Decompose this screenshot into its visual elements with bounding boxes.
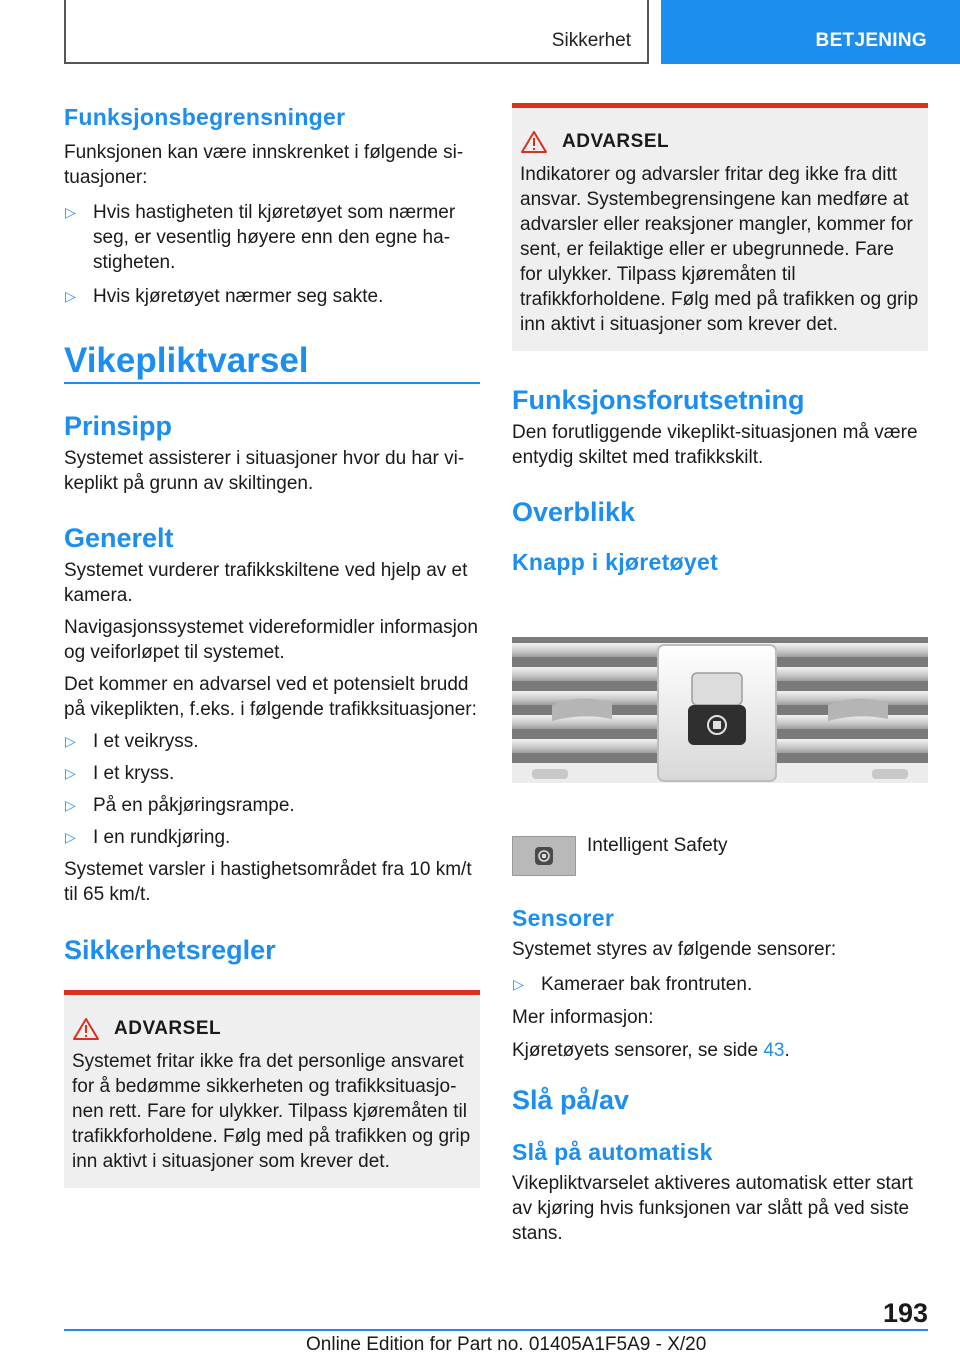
general-heading: Generelt	[64, 523, 174, 553]
safety-symbol-icon	[532, 844, 556, 868]
reference-end: .	[784, 1040, 790, 1061]
bullet-triangle-icon: ▷	[65, 829, 76, 845]
bullet-triangle-icon: ▷	[513, 976, 524, 992]
overview-section	[512, 496, 928, 576]
list-item	[64, 825, 480, 850]
intelligent-safety-button-icon	[512, 836, 576, 876]
footer-edition-text: Online Edition for Part no. 01405A1F5A9 - X/20	[306, 1334, 707, 1355]
header-chapter-tab	[661, 0, 960, 64]
header-section-box	[64, 0, 649, 64]
general-p1: Systemet vurderer trafikkskiltene ved hjelp av et kamera.	[64, 560, 468, 606]
intelligent-safety-label: Intelligent Safety	[587, 835, 728, 856]
func-limits-section	[64, 103, 480, 309]
principle-text: Systemet assisterer i situasjoner hvor du har vikeplikt på grunn av skiltingen.	[64, 448, 465, 494]
sensors-section	[512, 904, 928, 1063]
bullet-triangle-icon: ▷	[65, 765, 76, 781]
header-section-title: Sikkerhet	[551, 30, 631, 51]
onoff-text: Vikepliktvarselet aktiveres automatisk etter start av kjøring hvis funksjonen var slått på ved siste stans.	[512, 1173, 913, 1244]
warning-box	[512, 103, 928, 351]
principle-heading: Prinsipp	[64, 411, 173, 441]
general-p2: Navigasjonssystemet videreformidler informasjon og veiforløpet til systemet.	[64, 617, 478, 663]
header-chapter-label: BETJENING	[815, 30, 927, 51]
warning-title: ADVARSEL	[114, 1018, 222, 1039]
page-number: 193	[882, 1298, 928, 1328]
list-item	[64, 761, 480, 786]
general-p3: Det kommer en advarsel ved et potensielt brudd på vikeplikten, f.eks. i følgende trafikksituasjoner:	[64, 674, 477, 720]
overview-subheading: Knapp i kjøretøyet	[512, 549, 719, 575]
heading-rule	[64, 382, 480, 384]
sensors-heading: Sensorer	[512, 905, 615, 931]
prereq-text: Den forutliggende vikeplikt-situasjonen må være entydig skiltet med trafikkskilt.	[512, 422, 918, 468]
func-limits-intro: Funksjonen kan være innskrenket i følgende situasjoner:	[64, 142, 464, 188]
list-item	[64, 284, 480, 309]
warning-text: Systemet fritar ikke fra det personlige ansvaret for å bedømme sikkerheten og trafikksituasjonen rett. Fare for ulykker. Tilpass kjøremåten til trafikkforholdene. Følg med på trafikken og grip inn aktivt i situasjoner som krever det.	[72, 1051, 471, 1172]
func-limits-heading: Funksjonsbegrensninger	[64, 104, 346, 130]
safety-section	[64, 934, 480, 1188]
vehicle-button-photo	[512, 595, 928, 815]
list-item	[512, 972, 928, 997]
dashboard-vent-image	[512, 595, 928, 815]
list-item	[64, 729, 480, 754]
page-reference-link[interactable]: 43	[763, 1040, 785, 1061]
general-section	[64, 522, 480, 907]
prereq-section	[512, 384, 928, 470]
bullet-triangle-icon: ▷	[65, 288, 76, 304]
reference-text: Kjøretøyets sensorer, se side	[512, 1040, 764, 1061]
sensors-more-info: Mer informasjon:	[512, 1007, 654, 1028]
overview-heading: Overblikk	[512, 497, 636, 527]
list-item-text: På en påkjøringsrampe.	[93, 795, 295, 816]
warning-text: Indikatorer og advarsler fritar deg ikke fra ditt ansvar. Systembegrensingene kan medføre at advarsler eller reaksjoner mangler, kommer for sent, er feilaktige eller er ubegrunnede. Fare for ulykker. Tilpass kjøremåten til trafikkforholdene. Følg med på trafikken og grip inn aktivt i situasjoner som krever det.	[520, 164, 919, 335]
warning-title-row	[72, 1017, 472, 1041]
list-item	[64, 200, 480, 275]
warning-title-row	[520, 130, 920, 154]
list-item-text: I en rundkjøring.	[93, 827, 231, 848]
button-legend-row	[512, 836, 928, 876]
list-item-text: Hvis kjøretøyet nærmer seg sakte.	[93, 286, 384, 307]
onoff-subheading: Slå på automatisk	[512, 1139, 713, 1165]
top-warning-section	[512, 103, 928, 351]
warning-triangle-icon	[520, 130, 548, 154]
bullet-triangle-icon: ▷	[65, 733, 76, 749]
principle-section	[64, 410, 480, 496]
general-p4: Systemet varsler i hastighetsområdet fra 10 km/t til 65 km/t.	[64, 859, 472, 905]
list-item	[64, 793, 480, 818]
onoff-section	[512, 1084, 928, 1246]
list-item-text: I et veikryss.	[93, 731, 199, 752]
bullet-triangle-icon: ▷	[65, 797, 76, 813]
warning-box	[64, 990, 480, 1188]
warning-title: ADVARSEL	[562, 131, 670, 152]
safety-heading: Sikkerhetsregler	[64, 935, 276, 965]
legend-item	[512, 836, 928, 876]
footer-rule	[64, 1329, 928, 1331]
prereq-heading: Funksjonsforutsetning	[512, 385, 805, 415]
onoff-heading: Slå på/av	[512, 1085, 630, 1115]
list-item-text: Hvis hastigheten til kjøretøyet som nærmer seg, er vesentlig høyere enn den egne hastigheten.	[93, 202, 456, 273]
warning-triangle-icon	[72, 1017, 100, 1041]
vehicle-button-photo-block	[512, 595, 928, 815]
list-item-text: I et kryss.	[93, 763, 175, 784]
sensors-intro: Systemet styres av følgende sensorer:	[512, 939, 837, 960]
bullet-triangle-icon: ▷	[65, 204, 76, 220]
main-heading: Vikepliktvarsel	[64, 341, 309, 380]
sensors-reference	[512, 1038, 928, 1063]
main-heading-block	[64, 340, 480, 384]
list-item-text: Kameraer bak frontruten.	[541, 974, 753, 995]
